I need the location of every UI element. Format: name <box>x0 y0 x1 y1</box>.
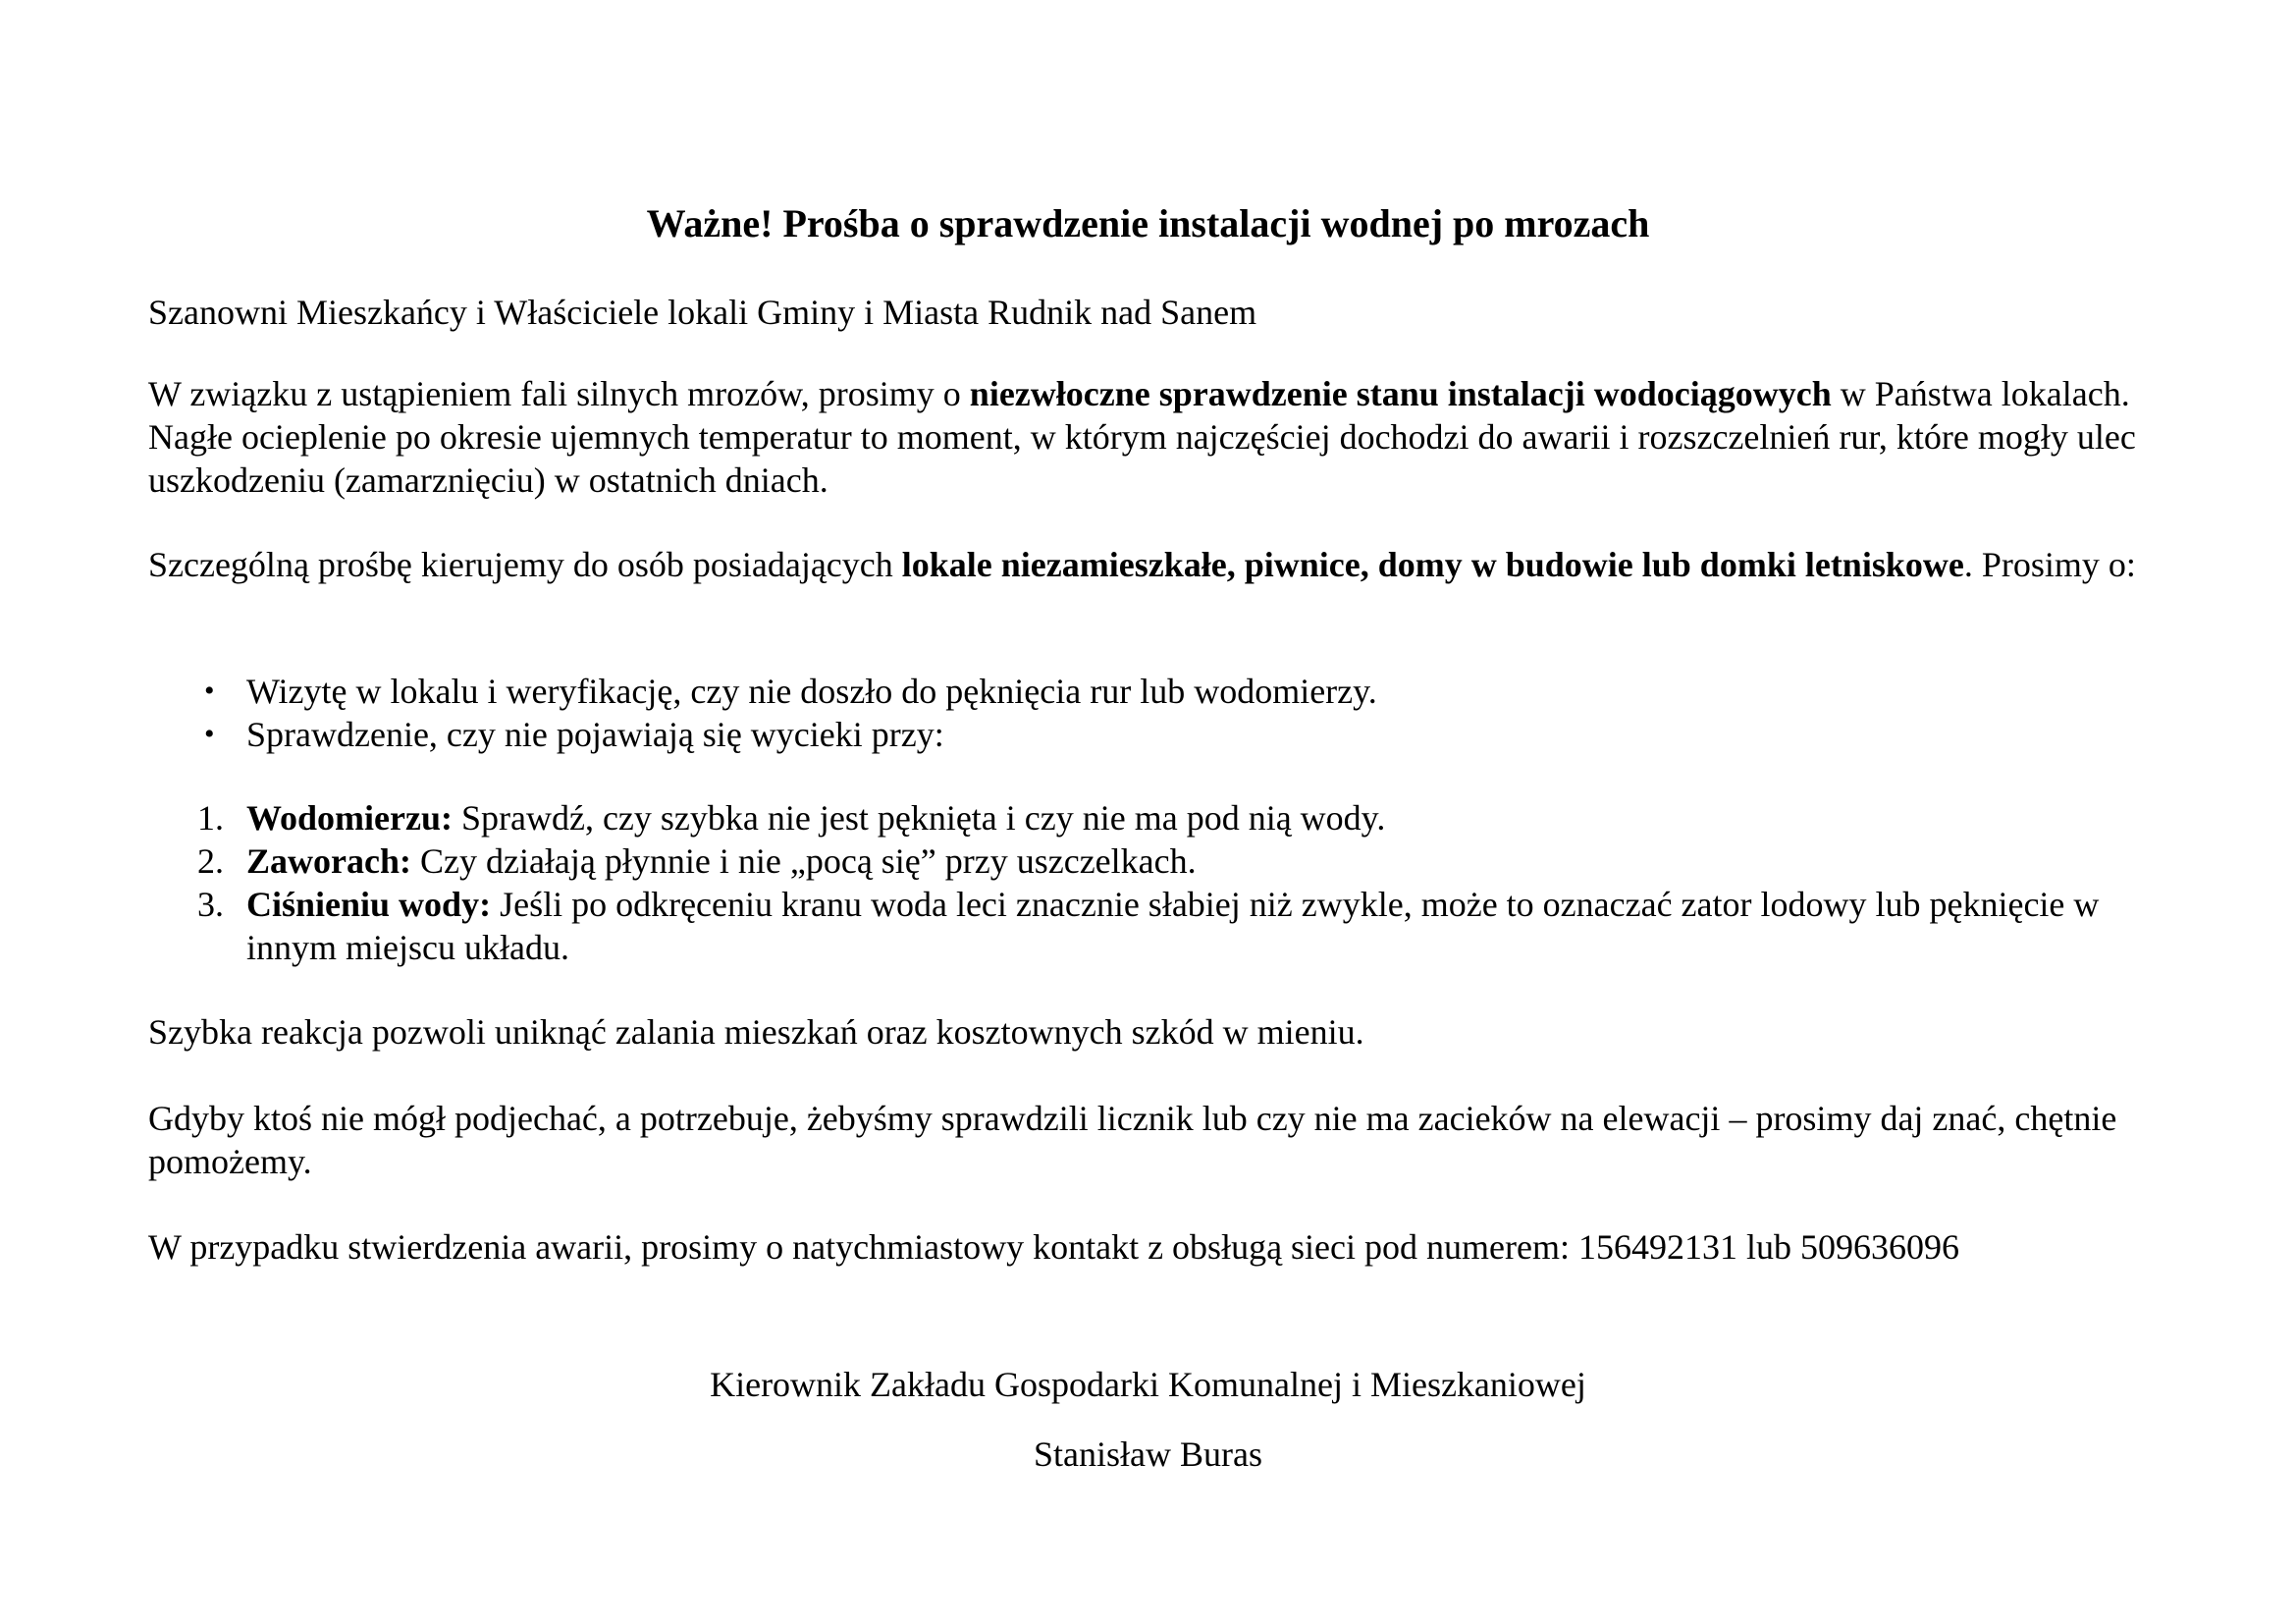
paragraph-text: Szczególną prośbę kierujemy do osób posiadających <box>148 545 902 584</box>
list-item <box>148 883 2170 969</box>
bullet-marker: • <box>204 675 215 707</box>
paragraph-text: W związku z ustąpieniem fali silnych mrozów, prosimy o <box>148 374 970 413</box>
greeting: Szanowni Mieszkańcy i Właściciele lokali Gminy i Miasta Rudnik nad Sanem <box>148 293 1257 332</box>
paragraph-text: w Państwa lokalach. Nagłe ocieplenie po okresie ujemnych temperatur to moment, w którym najczęściej dochodzi do awarii i rozszczelnień rur, które mogły ulec uszkodzeniu (zamarznięciu) w ostatnich dniach. <box>148 374 2136 500</box>
signature-position: Kierownik Zakładu Gospodarki Komunalnej i Mieszkaniowej <box>710 1365 1586 1404</box>
list-item-heading: Wodomierzu: <box>246 798 453 838</box>
signature-name: Stanisław Buras <box>1034 1435 1262 1474</box>
bullet-marker: • <box>204 718 215 750</box>
paragraph-text: . Prosimy o: <box>1963 545 2136 584</box>
list-item <box>148 796 2170 839</box>
list-item-text: Jeśli po odkręceniu kranu woda leci znacznie słabiej niż zwykle, może to oznaczać zator lodowy lub pęknięcie w innym miejscu układu. <box>246 885 2100 967</box>
list-item-heading: Zaworach: <box>246 841 411 881</box>
list-item-text: Czy działają płynnie i nie „pocą się” przy uszczelkach. <box>410 841 1197 881</box>
list-item <box>148 713 2170 756</box>
list-number: 2. <box>197 841 224 881</box>
paragraph-quick-reaction: Szybka reakcja pozwoli uniknąć zalania mieszkań oraz kosztownych szkód w mieniu. <box>148 1012 1364 1052</box>
bullet-list <box>148 670 2170 756</box>
paragraph-special-request <box>148 543 2170 586</box>
paragraph-emphasis: niezwłoczne sprawdzenie stanu instalacji wodociągowych <box>969 374 1832 413</box>
list-item <box>148 839 2170 883</box>
list-item-text: Sprawdzenie, czy nie pojawiają się wycieki przy: <box>246 715 944 754</box>
list-item-text: Sprawdź, czy szybka nie jest pęknięta i czy nie ma pod nią wody. <box>452 798 1386 838</box>
paragraph-inspection-request <box>148 372 2170 502</box>
list-number: 1. <box>197 798 224 838</box>
list-item <box>148 670 2170 713</box>
list-item-heading: Ciśnieniu wody: <box>246 885 492 924</box>
document-title: Ważne! Prośba o sprawdzenie instalacji wodnej po mrozach <box>646 201 1650 245</box>
numbered-list <box>148 796 2170 969</box>
paragraph-help-offer: Gdyby ktoś nie mógł podjechać, a potrzebuje, żebyśmy sprawdzili licznik lub czy nie ma zacieków na elewacji – prosimy daj znać, chętnie pomożemy. <box>148 1099 2117 1181</box>
paragraph-contact-numbers: W przypadku stwierdzenia awarii, prosimy o natychmiastowy kontakt z obsługą sieci pod numerem: 156492131 lub 509636096 <box>148 1227 1959 1267</box>
paragraph-emphasis: lokale niezamieszkałe, piwnice, domy w budowie lub domki letniskowe <box>901 545 1964 584</box>
list-number: 3. <box>197 885 224 924</box>
list-item-text: Wizytę w lokalu i weryfikację, czy nie doszło do pęknięcia rur lub wodomierzy. <box>246 672 1377 711</box>
